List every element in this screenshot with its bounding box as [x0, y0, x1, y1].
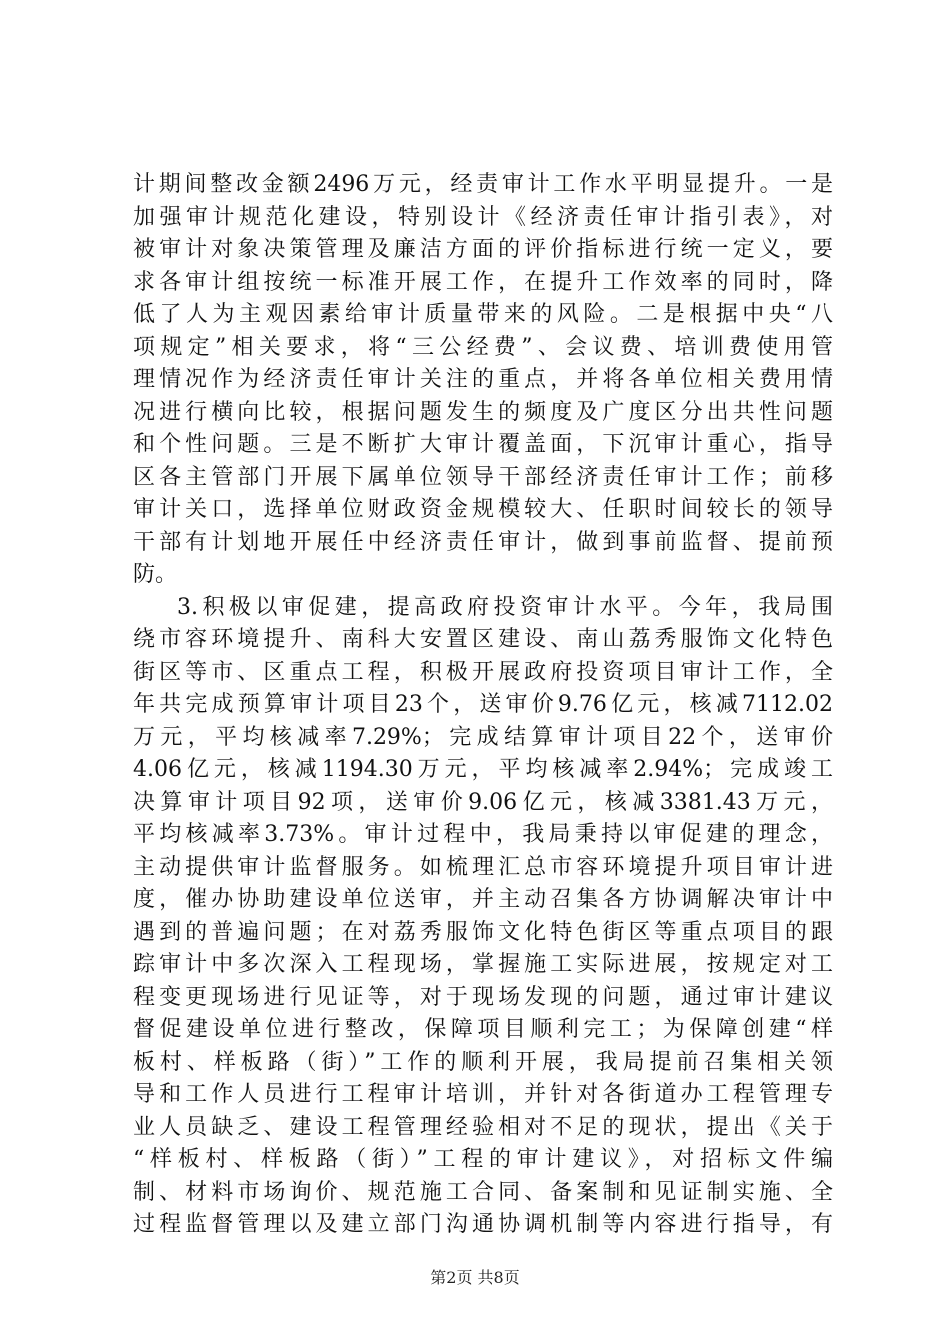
text-line: 主动提供审计监督服务。如梳理汇总市容环境提升项目审计进: [133, 854, 833, 880]
text-line: 制、材料市场询价、规范施工合同、备案制和见证制实施、全: [133, 1179, 833, 1205]
text-line: 业人员缺乏、建设工程管理经验相对不足的现状，提出《关于: [133, 1114, 833, 1140]
text-line: 区各主管部门开展下属单位领导干部经济责任审计工作；前移: [133, 464, 833, 490]
text-line: 理情况作为经济责任审计关注的重点，并将各单位相关费用情: [133, 367, 833, 392]
text-line: 程变更现场进行见证等，对于现场发现的问题，通过审计建议: [133, 984, 833, 1010]
text-line: 干部有计划地开展任中经济责任审计，做到事前监督、提前预: [133, 529, 833, 555]
text-line: 平均核减率3.73%。审计过程中，我局秉持以审促建的理念，: [133, 822, 833, 847]
page-number-footer: 第2页 共8页: [430, 1268, 520, 1287]
text-line: 街区等市、区重点工程，积极开展政府投资项目审计工作，全: [133, 659, 833, 685]
text-line: 审计关口，选择单位财政资金规模较大、任职时间较长的领导: [133, 497, 833, 522]
text-line: 遇到的普遍问题；在对荔秀服饰文化特色街区等重点项目的跟: [133, 919, 833, 945]
text-line: 度，催办协助建设单位送审，并主动召集各方协调解决审计中: [133, 887, 833, 912]
text-line: 万元，平均核减率7.29%；完成结算审计项目22个，送审价: [133, 724, 833, 750]
text-line: 被审计对象决策管理及廉洁方面的评价指标进行统一定义，要: [133, 237, 833, 262]
text-line: 年共完成预算审计项目23个，送审价9.76亿元，核减7112.02: [133, 692, 833, 717]
text-line: 防。: [133, 562, 178, 587]
text-line: 求各审计组按统一标准开展工作，在提升工作效率的同时，降: [133, 269, 833, 295]
text-line: 低了人为主观因素给审计质量带来的风险。二是根据中央“八: [133, 302, 833, 327]
body-text: [133, 169, 833, 1242]
text-line: “样板村、样板路（街）”工程的审计建议》，对招标文件编: [133, 1147, 833, 1172]
text-line: 计期间整改金额2496万元，经责审计工作水平明显提升。一是: [133, 172, 833, 197]
text-line: 4.06亿元，核减1194.30万元，平均核减率2.94%；完成竣工: [133, 757, 833, 782]
text-line: 项规定”相关要求，将“三公经费”、会议费、培训费使用管: [133, 334, 833, 360]
text-line: 3.积极以审促建，提高政府投资审计水平。今年，我局围: [177, 594, 833, 620]
text-line: 督促建设单位进行整改，保障项目顺利完工；为保障创建“样: [133, 1017, 833, 1042]
text-line: 加强审计规范化建设，特别设计《经济责任审计指引表》，对: [133, 204, 833, 230]
text-line: 板村、样板路（街）”工作的顺利开展，我局提前召集相关领: [133, 1049, 833, 1075]
text-line: 踪审计中多次深入工程现场，掌握施工实际进展，按规定对工: [133, 952, 833, 977]
text-line: 导和工作人员进行工程审计培训，并针对各街道办工程管理专: [133, 1082, 833, 1107]
text-line: 况进行横向比较，根据问题发生的频度及广度区分出共性问题: [133, 399, 833, 425]
text-line: 绕市容环境提升、南科大安置区建设、南山荔秀服饰文化特色: [133, 627, 833, 652]
text-line: 过程监督管理以及建立部门沟通协调机制等内容进行指导，有: [133, 1212, 833, 1237]
text-line: 决算审计项目92项，送审价9.06亿元，核减3381.43万元，: [133, 789, 833, 815]
text-line: 和个性问题。三是不断扩大审计覆盖面，下沉审计重心，指导: [133, 432, 833, 457]
